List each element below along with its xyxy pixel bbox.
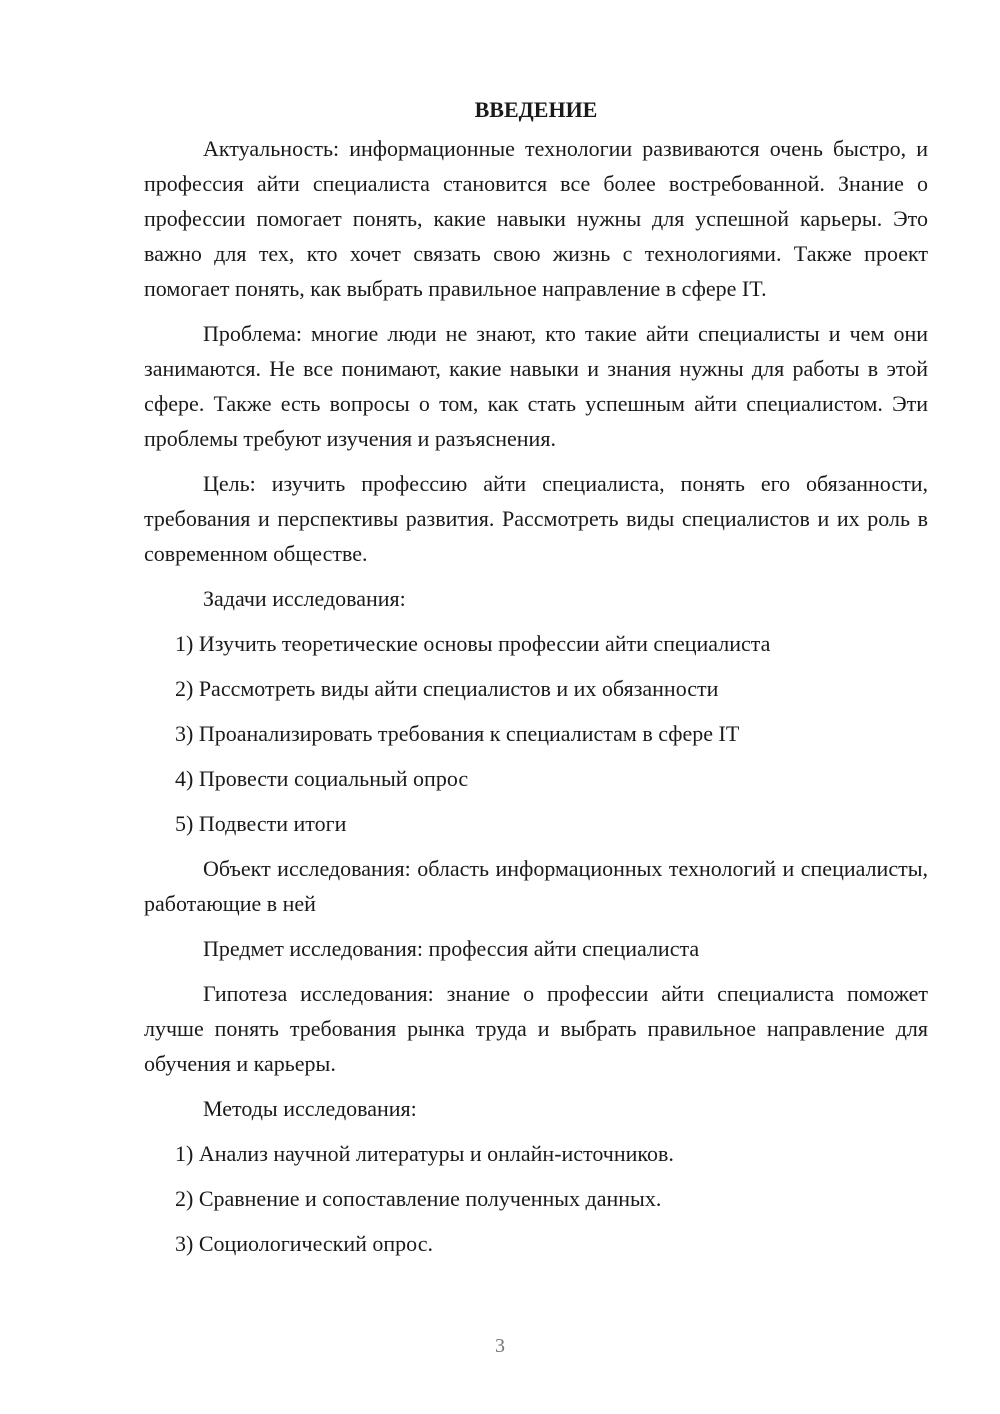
list-item: 3) Проанализировать требования к специалистам в сфере IT bbox=[175, 721, 740, 746]
list-item: 4) Провести социальный опрос bbox=[175, 766, 469, 791]
page-number: 3 bbox=[495, 1335, 505, 1357]
list-item: 1) Изучить теоретические основы профессии айти специалиста bbox=[175, 631, 771, 656]
document-page bbox=[144, 92, 928, 1261]
list-item: 2) Рассмотреть виды айти специалистов и их обязанности bbox=[175, 676, 719, 701]
subject-paragraph: Предмет исследования: профессия айти специалиста bbox=[203, 936, 700, 961]
list-item: 2) Сравнение и сопоставление полученных данных. bbox=[175, 1186, 662, 1211]
problem-paragraph: Проблема: многие люди не знают, кто такие айти специалисты и чем они занимаются. Не все понимают, какие навыки и знания нужны для работы в этой сфере. Также есть вопросы о том, как стать успешным айти специалистом. Эти проблемы требуют изучения и разъяснения. bbox=[144, 321, 928, 451]
list-item: 1) Анализ научной литературы и онлайн-источников. bbox=[175, 1141, 674, 1166]
list-item: 5) Подвести итоги bbox=[175, 811, 347, 836]
document-title: ВВЕДЕНИЕ bbox=[474, 97, 598, 122]
methods-list bbox=[144, 1136, 928, 1261]
goal-paragraph: Цель: изучить профессию айти специалиста, понять его обязанности, требования и перспективы развития. Рассмотреть виды специалистов и их роль в современном обществе. bbox=[144, 471, 928, 566]
list-item: 3) Социологический опрос. bbox=[175, 1231, 433, 1256]
tasks-list bbox=[144, 626, 928, 841]
methods-heading: Методы исследования: bbox=[203, 1096, 417, 1121]
tasks-heading: Задачи исследования: bbox=[203, 586, 406, 611]
hypothesis-paragraph: Гипотеза исследования: знание о профессии айти специалиста поможет лучше понять требования рынка труда и выбрать правильное направление для обучения и карьеры. bbox=[144, 981, 928, 1076]
relevance-paragraph: Актуальность: информационные технологии развиваются очень быстро, и профессия айти специалиста становится все более востребованной. Знание о профессии помогает понять, какие навыки нужны для успешной карьеры. Это важно для тех, кто хочет связать свою жизнь с технологиями. Также проект помогает понять, как выбрать правильное направление в сфере IT. bbox=[144, 136, 928, 301]
object-paragraph: Объект исследования: область информационных технологий и специалисты, работающие в ней bbox=[144, 856, 928, 916]
